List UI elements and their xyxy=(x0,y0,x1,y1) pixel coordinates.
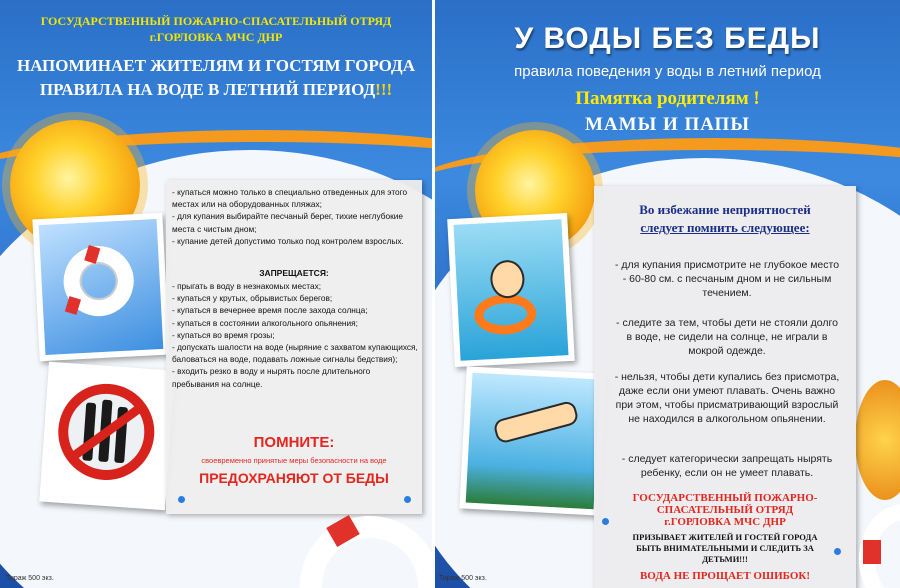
cartoon-diving-photo xyxy=(459,366,606,515)
footer-call-line1: ПРИЗЫВАЕТ ЖИТЕЛЕЙ И ГОСТЕЙ ГОРОДА xyxy=(632,532,818,542)
water-image xyxy=(466,373,601,510)
memo-title: Памятка родителям ! xyxy=(575,88,760,109)
forbidden-item: - прыгать в воду в незнакомых местах; xyxy=(172,281,322,291)
print-run-right: Тираж 500 экз. xyxy=(439,575,487,582)
cartoon-swimming-photo xyxy=(447,213,575,367)
right-poster xyxy=(435,0,900,588)
tips-intro-line2: следует помнить следующее: xyxy=(640,220,810,235)
parents-title: МАМЫ И ПАПЫ xyxy=(585,114,750,135)
forbidden-item: - допускать шалости на воде (ныряние с захватом купающихся, баловаться на воде, подавать ложные сигналы бедствия); xyxy=(172,342,418,365)
forbidden-list xyxy=(172,280,418,390)
tips-box xyxy=(594,186,856,588)
footer-org xyxy=(594,492,856,528)
forbidden-item: - купаться в состоянии алкогольного опьянения; xyxy=(172,317,358,328)
left-headline-line2: ПРАВИЛА НА ВОДЕ В ЛЕТНИЙ ПЕРИОД!!! xyxy=(39,80,393,99)
buoy-stripe xyxy=(863,540,881,564)
no-alcohol-photo xyxy=(39,362,174,510)
footer-slogan: ВОДА НЕ ПРОЩАЕТ ОШИБОК! xyxy=(639,570,811,582)
rule-item: - купание детей допустимо только под контролем взрослых. xyxy=(172,235,404,246)
footer-call xyxy=(594,532,856,565)
remember-heading: ПОМНИТЕ: xyxy=(253,434,335,451)
forbidden-item: - купаться в вечернее время после захода солнца; xyxy=(172,305,368,316)
pin-icon xyxy=(602,518,609,525)
forbidden-item: - купаться во время грозы; xyxy=(172,329,275,340)
pin-icon xyxy=(404,496,411,503)
rule-item: - купаться можно только в специально отведенных для этого местах или на оборудованных пляжах; xyxy=(172,187,408,210)
tip-item: - следите за тем, чтобы дети не стояли долго в воде, не сидели на солнце, не играли в мокрой одежде. xyxy=(616,317,838,357)
rules-list xyxy=(172,186,418,247)
right-subtitle: правила поведения у воды в летний период xyxy=(514,63,821,80)
forbidden-title: ЗАПРЕЩАЕТСЯ: xyxy=(259,268,329,278)
remember-subtext: своевременно принятые меры безопасности на воде xyxy=(201,456,387,465)
rule-item: - для купания выбирайте песчаный берег, тихие неглубокие места с чистым дном; xyxy=(172,211,404,234)
rules-box xyxy=(166,180,422,514)
tips-intro-line1: Во избежание неприятностей xyxy=(639,202,811,217)
forbidden-item: - купаться у крутых, обрывистых берегов; xyxy=(172,293,333,304)
tip-item: - для купания присмотрите не глубокое место - 60-80 см. с песчаным дном и не сильным течением. xyxy=(614,259,840,299)
footer-org-line1: ГОСУДАРСТВЕННЫЙ ПОЖАРНО- xyxy=(632,492,818,504)
left-org-line1: ГОСУДАРСТВЕННЫЙ ПОЖАРНО-СПАСАТЕЛЬНЫЙ ОТРЯД xyxy=(40,14,392,28)
footer-org-line3: г.ГОРЛОВКА МЧС ДНР xyxy=(664,516,786,528)
pin-icon xyxy=(178,496,185,503)
remember-main: ПРЕДОХРАНЯЮТ ОТ БЕДЫ xyxy=(199,470,389,486)
print-run-left: Тираж 500 экз. xyxy=(6,575,54,582)
tip-item: - нельзя, чтобы дети купались без присмотра, даже если они умеют плавать. Очень важно при этом, чтобы присматривающий взрослый не находился в алкогольном опьянении. xyxy=(614,371,840,425)
forbidden-item: - входить резко в воду и нырять после длительного пребывания на солнце. xyxy=(172,366,371,389)
footer-call-line3: ДЕТЬМИ!!! xyxy=(702,554,748,564)
footer-call-line2: БЫТЬ ВНИМАТЕЛЬНЫМИ И СЛЕДИТЬ ЗА xyxy=(636,543,814,553)
tip-item: - следует категорически запрещать нырять ребенку, если он не умеет плавать. xyxy=(621,453,833,479)
left-poster xyxy=(0,0,432,588)
lifebuoy-photo xyxy=(32,213,169,362)
footer-org-line2: СПАСАТЕЛЬНЫЙ ОТРЯД xyxy=(656,504,794,516)
right-title: У ВОДЫ БЕЗ БЕДЫ xyxy=(514,22,821,55)
pin-icon xyxy=(834,548,841,555)
left-org-line2: г.ГОРЛОВКА МЧС ДНР xyxy=(149,30,283,44)
left-headline-line1: НАПОМИНАЕТ ЖИТЕЛЯМ И ГОСТЯМ ГОРОДА xyxy=(16,56,416,75)
